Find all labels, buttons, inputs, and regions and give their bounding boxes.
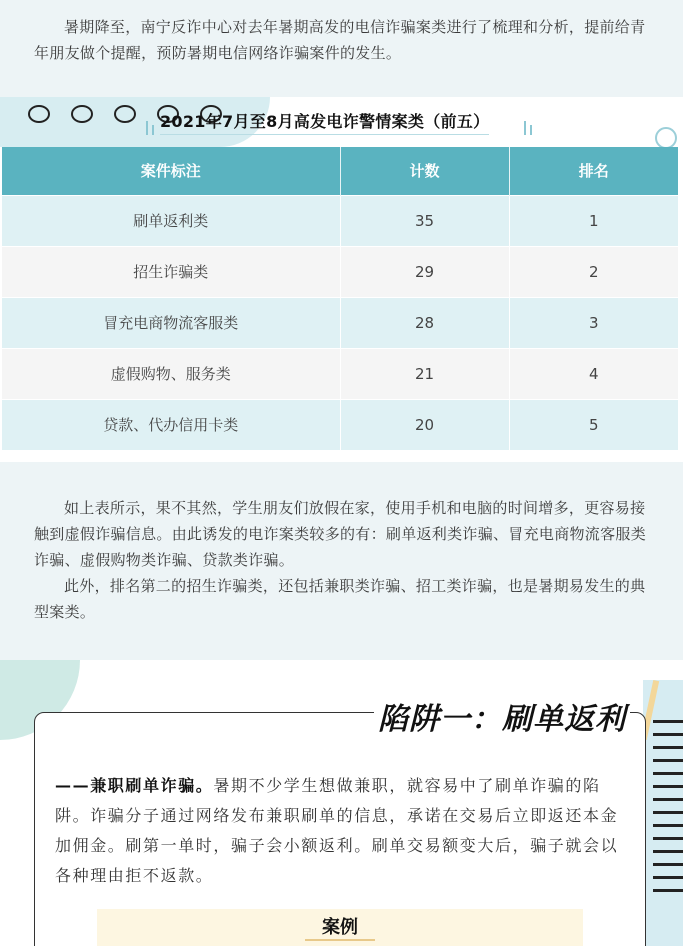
cases-table xyxy=(2,147,678,450)
trap-description xyxy=(55,771,625,891)
header-case-type: 案件标注 xyxy=(2,147,340,195)
cell-rank: 1 xyxy=(509,195,678,246)
table-row xyxy=(2,348,678,399)
decorative-stripes xyxy=(653,720,683,900)
cell-case-type: 虚假购物、服务类 xyxy=(2,348,340,399)
cell-count: 20 xyxy=(340,399,509,450)
cell-count: 29 xyxy=(340,246,509,297)
ring-icon xyxy=(28,105,50,123)
analysis-paragraph-2: 此外，排名第二的招生诈骗类，还包括兼职类诈骗、招工类诈骗，也是暑期易发生的典型案类。 xyxy=(34,577,646,621)
cell-case-type: 贷款、代办信用卡类 xyxy=(2,399,340,450)
table-row xyxy=(2,195,678,246)
intro-section xyxy=(0,0,683,97)
table-row xyxy=(2,399,678,450)
cell-rank: 4 xyxy=(509,348,678,399)
table-title-band xyxy=(0,97,683,147)
cell-case-type: 招生诈骗类 xyxy=(2,246,340,297)
cell-count: 28 xyxy=(340,297,509,348)
case-box xyxy=(97,909,583,946)
trap-card xyxy=(34,712,646,946)
trap-section xyxy=(0,660,683,946)
table-row xyxy=(2,297,678,348)
table-row xyxy=(2,246,678,297)
table-header-row xyxy=(2,147,678,195)
trap-body: 暑期不少学生想做兼职，就容易中了刷单诈骗的陷阱。诈骗分子通过网络发布兼职刷单的信息，承诺在交易后立即返还本金加佣金。刷第一单时，骗子会小额返利。刷单交易额变大后，骗子就会以各种理由拒不返款。 xyxy=(55,776,619,885)
cell-count: 21 xyxy=(340,348,509,399)
decorative-arc xyxy=(655,127,677,147)
ring-icon xyxy=(114,105,136,123)
table-title: 2021年7月至8月高发电诈警情案类（前五） xyxy=(160,109,489,135)
analysis-paragraph-1: 如上表所示，果不其然，学生朋友们放假在家，使用手机和电脑的时间增多，更容易接触到虚假诈骗信息。由此诱发的电诈案类较多的有：刷单返利类诈骗、冒充电商物流客服类诈骗、虚假购物类诈骗、贷款类诈骗。 xyxy=(34,499,647,569)
cell-rank: 5 xyxy=(509,399,678,450)
case-underline xyxy=(305,939,375,941)
decorative-tick xyxy=(146,121,148,135)
trap-lead: ——兼职刷单诈骗。 xyxy=(55,776,214,795)
cell-rank: 2 xyxy=(509,246,678,297)
trap-title: 陷阱一：刷单返利 xyxy=(374,694,630,738)
header-count: 计数 xyxy=(340,147,509,195)
decorative-tick xyxy=(530,125,532,135)
analysis-section xyxy=(0,462,683,660)
cell-count: 35 xyxy=(340,195,509,246)
case-label: 案例 xyxy=(322,917,358,938)
decorative-tick xyxy=(524,121,526,135)
ring-icon xyxy=(71,105,93,123)
cell-case-type: 冒充电商物流客服类 xyxy=(2,297,340,348)
header-rank: 排名 xyxy=(509,147,678,195)
cell-rank: 3 xyxy=(509,297,678,348)
decorative-tick xyxy=(152,125,154,135)
intro-paragraph: 暑期降至，南宁反诈中心对去年暑期高发的电信诈骗案类进行了梳理和分析，提前给青年朋友做个提醒，预防暑期电信网络诈骗案件的发生。 xyxy=(34,18,646,62)
cell-case-type: 刷单返利类 xyxy=(2,195,340,246)
